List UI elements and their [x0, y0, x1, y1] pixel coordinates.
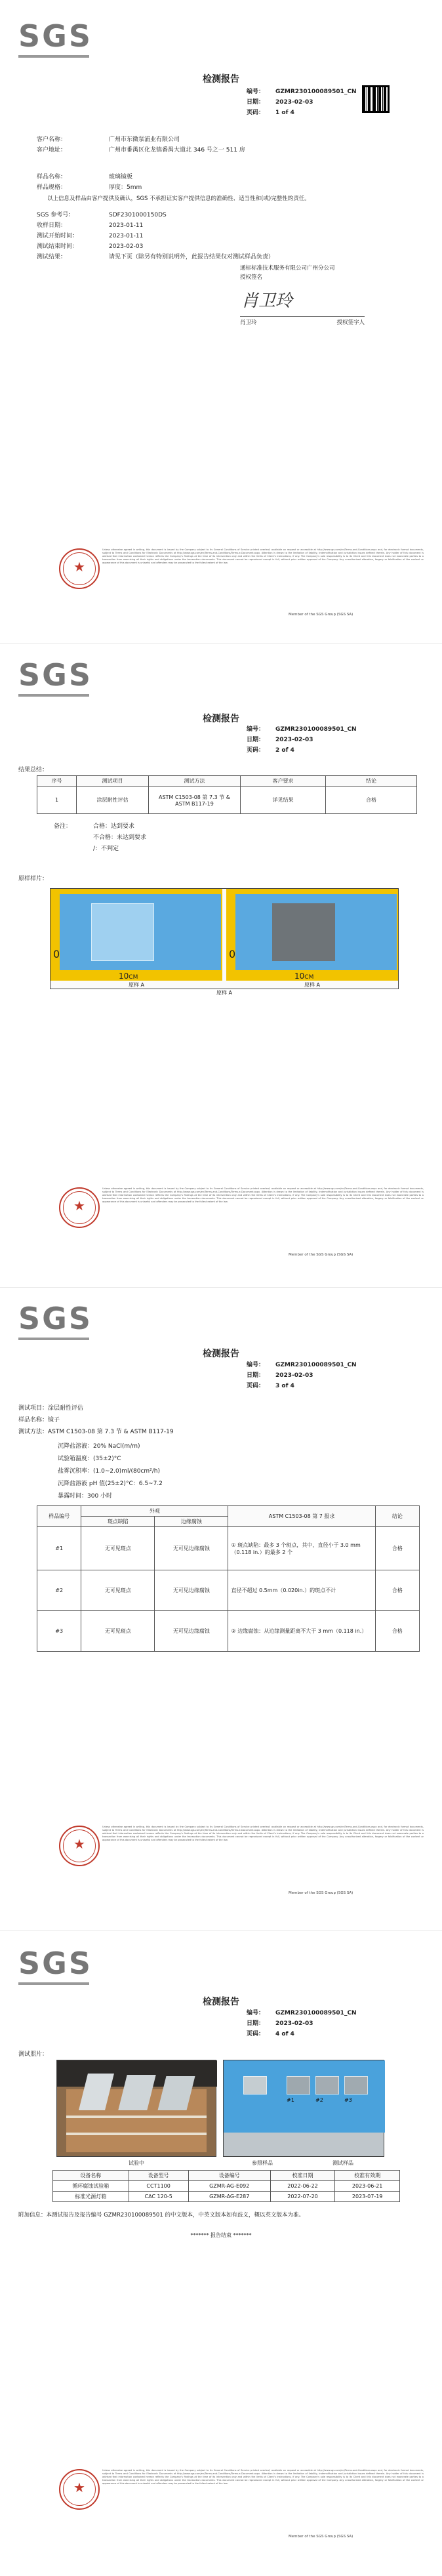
cell: ① 斑点缺陷：最多 3 个斑点，其中，直径小于 3.0 mm（0.118 in.）的最多 2 个 — [228, 1527, 375, 1570]
sample-spec-value: 厚度：5mm — [109, 184, 142, 191]
report-date-label: 日期： — [247, 1372, 265, 1379]
legend-title: 备注： — [54, 823, 72, 830]
report-page-4 — [0, 1931, 442, 2574]
signature-handwritten: 肖卫玲 — [241, 291, 293, 311]
sample-name-label: 样品名称： — [37, 174, 67, 180]
sample-name-value: 玻璃镜板 — [109, 174, 133, 180]
report-date: 2023-02-03 — [275, 737, 313, 743]
test-item-block — [18, 1402, 174, 1438]
cell: 2022-06-22 — [270, 2181, 335, 2192]
condition: 试验箱温度：(35±2)°C — [58, 1456, 121, 1462]
member-note: Member of the SGS Group (SGS SA) — [289, 1253, 353, 1257]
sgs-ref-value: SDF2301000150DS — [109, 212, 167, 218]
cell: 无可见边缘腐蚀 — [155, 1570, 228, 1611]
col-header: ASTM C1503-08 第 7 报求 — [228, 1506, 375, 1527]
report-no: GZMR230100089501_CN — [275, 2010, 357, 2016]
cell: 无可见斑点 — [81, 1527, 155, 1570]
recv-date-label: 收样日期： — [37, 222, 67, 229]
company-seal: ★ — [59, 548, 100, 589]
cell: 涂层耐性评估 — [77, 787, 149, 814]
report-header — [247, 724, 357, 756]
cell: 直径不超过 0.5mm（0.020in.）的斑点不计 — [228, 1570, 375, 1611]
col-header: 边缘腐蚀 — [155, 1517, 228, 1527]
table-row — [53, 2181, 400, 2192]
report-date: 2023-02-03 — [275, 2020, 313, 2027]
client-disclaimer: 以上信息及样品由客户提供及确认，SGS 不承担证实客户提供信息的准确性、适当性和(或)完整性的责任。 — [47, 195, 310, 202]
additional-statement: 附加信息：本测试报告及报告编号 GZMR230100089501 的中文版本，中英文版本如有歧义，概以英文版本为准。 — [18, 2212, 304, 2218]
report-header — [247, 1360, 357, 1391]
page-number: 3 of 4 — [275, 1383, 294, 1389]
legend-item: 不合格：未达到要求 — [93, 834, 147, 841]
report-no: GZMR230100089501_CN — [275, 726, 357, 733]
end-date-value: 2023-02-03 — [109, 243, 144, 250]
photo-samples — [223, 2060, 384, 2157]
legend-item: /：不判定 — [93, 846, 119, 852]
cell: #2 — [37, 1570, 81, 1611]
photo-label: 测试照片： — [18, 2051, 49, 2058]
sample-tag: #3 — [344, 2097, 352, 2103]
col-header: 结论 — [326, 776, 417, 787]
company-seal: ★ — [59, 1826, 100, 1866]
result-value: 请见下页（除另有特别说明外，此报告结果仅对测试样品负责） — [109, 254, 275, 260]
client-info — [37, 134, 245, 155]
condition: 盐雾沉积率：(1.0~2.0)ml/(80cm²/h) — [58, 1468, 161, 1475]
col-header: 外观 — [81, 1506, 228, 1517]
address-value: 广州市番禺区化龙镇番禺大道北 346 号之一 511 房 — [109, 147, 245, 153]
photo-frame — [50, 888, 399, 989]
cell: 2023-07-19 — [335, 2192, 400, 2202]
sample-value: 镜子 — [48, 1417, 60, 1423]
table-row — [37, 1527, 420, 1570]
photo-in-chamber — [56, 2060, 216, 2157]
legend-item: 合格：达到要求 — [93, 823, 135, 830]
table-header-row — [53, 2171, 400, 2181]
sample-label: 样品名称： — [18, 1417, 49, 1423]
client-label: 客户名称： — [37, 136, 67, 143]
report-date: 2023-02-03 — [275, 1372, 313, 1379]
col-header: 斑点缺陷 — [81, 1517, 155, 1527]
sgs-ref-label: SGS 参考号： — [37, 212, 75, 218]
photo-caption: 试验中 — [129, 2160, 144, 2166]
start-date-label: 测试开始时间： — [37, 233, 79, 239]
report-no-label: 编号： — [247, 2010, 265, 2016]
page-label: 页码： — [247, 747, 265, 754]
signer-role: 授权签字人 — [336, 319, 365, 326]
condition: 沉降盐溶液：20% NaCl(m/m) — [58, 1443, 140, 1450]
cell: 2023-06-21 — [335, 2181, 400, 2192]
photo-b: 0 10CM — [226, 889, 398, 981]
photo-label: 原样样片： — [18, 876, 49, 882]
cell: CCT1100 — [129, 2181, 188, 2192]
legend-block — [54, 821, 71, 832]
photo-caption-main: 原样 A — [216, 990, 232, 996]
cell: 合格 — [375, 1527, 419, 1570]
cell: 标准光源灯箱 — [53, 2192, 129, 2202]
report-date: 2023-02-03 — [275, 99, 313, 106]
page-label: 页码： — [247, 2031, 265, 2037]
report-header — [247, 87, 357, 118]
table-row — [37, 1611, 420, 1652]
report-title: 检测报告 — [203, 74, 239, 85]
member-note: Member of the SGS Group (SGS SA) — [289, 2535, 353, 2539]
col-header: 测试项目 — [77, 776, 149, 787]
summary-label: 结果总结： — [18, 767, 49, 773]
col-header: 设备名称 — [53, 2171, 129, 2181]
sample-tag: #1 — [287, 2097, 294, 2103]
report-no: GZMR230100089501_CN — [275, 89, 357, 95]
cell: CAC 120-5 — [129, 2192, 188, 2202]
photo-caption: 参照样品 — [252, 2160, 273, 2166]
page-number: 1 of 4 — [275, 110, 294, 116]
report-no: GZMR230100089501_CN — [275, 1362, 357, 1368]
report-date-label: 日期： — [247, 2020, 265, 2027]
legend-items — [93, 821, 146, 855]
summary-table — [37, 775, 417, 814]
col-header: 客户要求 — [241, 776, 326, 787]
sgs-logo: SGS — [18, 1946, 92, 1985]
method-label: 测试方法： — [18, 1429, 49, 1435]
cell: 无可见斑点 — [81, 1611, 155, 1652]
member-note: Member of the SGS Group (SGS SA) — [289, 1891, 353, 1895]
col-header: 设备型号 — [129, 2171, 188, 2181]
cell: 合格 — [326, 787, 417, 814]
end-of-report: ******* 报告结束 ******* — [190, 2232, 252, 2238]
item-label: 测试项目： — [18, 1405, 49, 1412]
col-header: 结论 — [375, 1506, 419, 1527]
cell: 无可见边缘腐蚀 — [155, 1527, 228, 1570]
company-seal: ★ — [59, 1187, 100, 1228]
qr-code-icon — [362, 85, 390, 113]
cell: 无可见斑点 — [81, 1570, 155, 1611]
signer-line — [240, 316, 365, 326]
report-no-label: 编号： — [247, 1362, 265, 1368]
cell: 合格 — [375, 1570, 419, 1611]
end-date-label: 测试结束时间： — [37, 243, 79, 250]
condition: 暴露时间：300 小时 — [58, 1493, 113, 1500]
photo-a: 0 10CM — [50, 889, 222, 981]
report-title: 检测报告 — [203, 1349, 239, 1359]
item-value: 涂层耐性评估 — [48, 1405, 84, 1412]
photo-caption: 原样 A — [304, 982, 320, 988]
signer-name: 肖卫玲 — [240, 319, 257, 326]
address-label: 客户地址： — [37, 147, 67, 153]
col-header: 样品编号 — [37, 1506, 81, 1527]
sample-info — [37, 172, 142, 193]
sgs-logo: SGS — [18, 657, 92, 697]
sgs-logo: SGS — [18, 18, 92, 58]
photo-caption: 原样 A — [128, 982, 144, 988]
client-value: 广州市东微泵浦业有限公司 — [109, 136, 180, 143]
col-header: 序号 — [37, 776, 77, 787]
result-label: 测试结果： — [37, 254, 67, 260]
col-header: 设备编号 — [188, 2171, 270, 2181]
photo-caption: 测试样品 — [332, 2160, 353, 2166]
table-row — [53, 2192, 400, 2202]
cell: #1 — [37, 1527, 81, 1570]
start-date-value: 2023-01-11 — [109, 233, 144, 239]
page-label: 页码： — [247, 1383, 265, 1389]
cell: GZMR-AG-E092 — [188, 2181, 270, 2192]
page-label: 页码： — [247, 110, 265, 116]
table-header-row — [37, 776, 417, 787]
legal-footer: Unless otherwise agreed in writing, this document is issued by the Company subject to its General Conditions of Service printed overleaf, available on request or accessible at http://www.sgs.com/en/Terms-and-Conditions.aspx and, for electronic format documents, subject to Terms and Conditions for Electronic Documents at http://www.sgs.com/en/Terms-and-Conditions/Terms-e-Document.aspx. Attention is drawn to the limitation of liability, indemnification and jurisdiction issues defined therein. Any holder of this document is advised that information contained hereon reflects the Company's findings at the time of its intervention only and within the limits of Client's instructions, if any. The Company's sole responsibility is to its Client and this document does not exonerate parties to a transaction from exercising all their rights and obligations under the transaction documents. This document cannot be reproduced except in full, without prior written approval of the Company. Any unauthorized alteration, forgery or falsification of the content or appearance of this document is unlawful and offenders may be prosecuted to the fullest extent of the law. — [102, 2469, 424, 2485]
test-dates — [37, 210, 274, 262]
cell: 详见结果 — [241, 787, 326, 814]
cell: ASTM C1503-08 第 7.3 节 & ASTM B117-19 — [149, 787, 241, 814]
legal-footer: Unless otherwise agreed in writing, this document is issued by the Company subject to its General Conditions of Service printed overleaf, available on request or accessible at http://www.sgs.com/en/Terms-and-Conditions.aspx and, for electronic format documents, subject to Terms and Conditions for Electronic Documents at http://www.sgs.com/en/Terms-and-Conditions/Terms-e-Document.aspx. Attention is drawn to the limitation of liability, indemnification and jurisdiction issues defined therein. Any holder of this document is advised that information contained hereon reflects the Company's findings at the time of its intervention only and within the limits of Client's instructions, if any. The Company's sole responsibility is to its Client and this document does not exonerate parties to a transaction from exercising all their rights and obligations under the transaction documents. This document cannot be reproduced except in full, without prior written approval of the Company. Any unauthorized alteration, forgery or falsification of the content or appearance of this document is unlawful and offenders may be prosecuted to the fullest extent of the law. — [102, 548, 424, 564]
cell: GZMR-AG-E287 — [188, 2192, 270, 2202]
legal-footer: Unless otherwise agreed in writing, this document is issued by the Company subject to its General Conditions of Service printed overleaf, available on request or accessible at http://www.sgs.com/en/Terms-and-Conditions.aspx and, for electronic format documents, subject to Terms and Conditions for Electronic Documents at http://www.sgs.com/en/Terms-and-Conditions/Terms-e-Document.aspx. Attention is drawn to the limitation of liability, indemnification and jurisdiction issues defined therein. Any holder of this document is advised that information contained hereon reflects the Company's findings at the time of its intervention only and within the limits of Client's instructions, if any. The Company's sole responsibility is to its Client and this document does not exonerate parties to a transaction from exercising all their rights and obligations under the transaction documents. This document cannot be reproduced except in full, without prior written approval of the Company. Any unauthorized alteration, forgery or falsification of the content or appearance of this document is unlawful and offenders may be prosecuted to the fullest extent of the law. — [102, 1826, 424, 1841]
report-no-label: 编号： — [247, 89, 265, 95]
result-table — [37, 1505, 420, 1652]
cell: 1 — [37, 787, 77, 814]
report-date-label: 日期： — [247, 737, 265, 743]
col-header: 校准日期 — [270, 2171, 335, 2181]
report-title: 检测报告 — [203, 714, 239, 724]
report-page-3 — [0, 1287, 442, 1931]
method-value: ASTM C1503-08 第 7.3 节 & ASTM B117-19 — [48, 1429, 174, 1435]
recv-date-value: 2023-01-11 — [109, 222, 144, 229]
page-number: 2 of 4 — [275, 747, 294, 754]
cell: 合格 — [375, 1611, 419, 1652]
cell: ② 边缘腐蚀：从边缘测量距离不大于 3 mm（0.118 in.） — [228, 1611, 375, 1652]
equipment-table — [52, 2170, 400, 2202]
sample-spec-label: 样品规格： — [37, 184, 67, 191]
test-conditions — [58, 1441, 163, 1503]
report-no-label: 编号： — [247, 726, 265, 733]
col-header: 测试方法 — [149, 776, 241, 787]
legal-footer: Unless otherwise agreed in writing, this document is issued by the Company subject to its General Conditions of Service printed overleaf, available on request or accessible at http://www.sgs.com/en/Terms-and-Conditions.aspx and, for electronic format documents, subject to Terms and Conditions for Electronic Documents at http://www.sgs.com/en/Terms-and-Conditions/Terms-e-Document.aspx. Attention is drawn to the limitation of liability, indemnification and jurisdiction issues defined therein. Any holder of this document is advised that information contained hereon reflects the Company's findings at the time of its intervention only and within the limits of Client's instructions, if any. The Company's sole responsibility is to its Client and this document does not exonerate parties to a transaction from exercising all their rights and obligations under the transaction documents. This document cannot be reproduced except in full, without prior written approval of the Company. Any unauthorized alteration, forgery or falsification of the content or appearance of this document is unlawful and offenders may be prosecuted to the fullest extent of the law. — [102, 1187, 424, 1203]
sgs-logo: SGS — [18, 1301, 92, 1340]
report-header — [247, 2008, 357, 2039]
table-row — [37, 1570, 420, 1611]
report-page-2 — [0, 644, 442, 1287]
report-page-1 — [0, 0, 442, 644]
cell: #3 — [37, 1611, 81, 1652]
authorized-label: 授权签名 — [240, 274, 263, 281]
report-date-label: 日期： — [247, 99, 265, 106]
table-header-row — [37, 1506, 420, 1517]
cell: 无可见边缘腐蚀 — [155, 1611, 228, 1652]
member-note: Member of the SGS Group (SGS SA) — [289, 613, 353, 617]
company-block — [240, 264, 335, 282]
sample-tag: #2 — [315, 2097, 323, 2103]
cell: 循环腐蚀试验箱 — [53, 2181, 129, 2192]
cell: 2022-07-20 — [270, 2192, 335, 2202]
report-title: 检测报告 — [203, 1997, 239, 2007]
company-seal: ★ — [59, 2469, 100, 2510]
table-row — [37, 787, 417, 814]
company-name: 通标标准技术服务有限公司广州分公司 — [240, 265, 335, 272]
condition: 沉降盐溶液 pH 值(25±2)°C：6.5~7.2 — [58, 1481, 163, 1487]
page-number: 4 of 4 — [275, 2031, 294, 2037]
col-header: 校准有效期 — [335, 2171, 400, 2181]
